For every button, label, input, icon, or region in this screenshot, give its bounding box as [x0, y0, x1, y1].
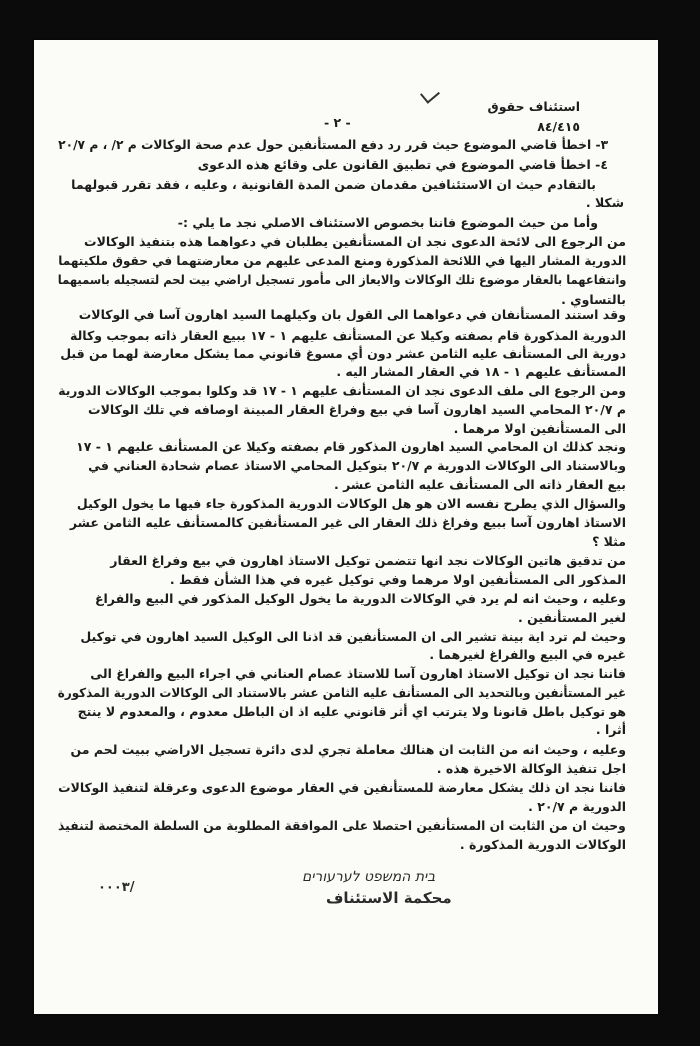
body-line-11: الدورية المذكورة قام بصفته وكيلا عن المستأنف عليهم ١ - ١٧ ببيع العقار ذاته بموجب وكالة [70, 328, 626, 343]
body-line-15: م ٢٠/٧ المحامي السيد اهارون آسا في بيع وفراغ العقار المبينة اوصافه في تلك الوكالات [88, 402, 626, 417]
body-line-22: مثلا ؟ [592, 534, 626, 549]
body-line-34: اجل تنفيذ الوكالة الاخيرة هذه . [436, 761, 626, 776]
body-line-23: من تدقيق هاتين الوكالات نجد انها تتضمن توكيل الاستاذ اهارون في بيع وفراغ العقار [110, 553, 626, 568]
stamp-arabic: محكمة الاستئناف [326, 889, 452, 907]
body-line-30: غير المستأنفين وبالتحديد الى المستأنف عليه الثامن عشر بالاستناد الى الوكالات الدورية المذكورة [57, 685, 626, 700]
body-line-19: بيع العقار ذاته الى المستأنف عليه الثامن عشر . [334, 477, 626, 492]
document-number: /٠٠٠٣ [98, 880, 135, 895]
page-number: - ٢ - [324, 115, 351, 130]
body-line-7: الدورية المشار اليها في اللائحة المذكورة ومنع المدعى عليهم من معارضتهما في حقوق ملكيتهما [57, 253, 626, 268]
body-line-18: وبالاستناد الى الوكالات الدورية م ٢٠/٧ بتوكيل المحامي الاستاذ عصام شحادة العناني في [88, 458, 626, 473]
case-number: ٨٤/٤١٥ [537, 119, 580, 134]
body-line-29: فاننا نجد ان توكيل الاستاذ اهارون آسا للاستاذ عصام العناني في اجراء البيع والفراغ الى [90, 666, 626, 681]
body-line-14: ومن الرجوع الى ملف الدعوى نجد ان المستأنف عليهم ١ - ١٧ قد وكلوا بموجب الوكالات الدورية [58, 383, 626, 398]
body-line-33: وعليه ، وحيث انه من الثابت ان هنالك معاملة تجري لدى دائرة تسجيل الاراضي ببيت لحم من [70, 742, 626, 757]
body-line-38: الوكالات الدورية المذكورة . [459, 837, 626, 852]
body-line-37: وحيث ان من الثابت ان المستأنفين احتصلا على الموافقة المطلوبة من السلطة المختصة لتنفيذ [58, 818, 626, 833]
body-line-25: وعليه ، وحيث انه لم يرد في الوكالات الدورية ما يخول الوكيل المذكور في البيع والفراغ [94, 591, 626, 606]
body-line-3: بالتقادم حيث ان الاستئنافين مقدمان ضمن المدة القانونية ، وعليه ، فقد تقرر قبولهما [71, 177, 596, 192]
body-line-2: ٤- اخطأ قاضي الموضوع في تطبيق القانون على وقائع هذه الدعوى [197, 157, 608, 172]
document-page [34, 40, 658, 1014]
body-line-9: بالتساوي . [561, 292, 626, 307]
stamp-hebrew: בית המשפט לערעורים [302, 869, 436, 885]
body-line-28: غيره في البيع والفراغ لغيرهما . [429, 647, 626, 662]
body-line-26: لغير المستأنفين . [518, 610, 626, 625]
body-line-13: المستأنف عليهم ١ - ١٨ في العقار المشار اليه . [336, 364, 626, 379]
body-line-5: وأما من حيث الموضوع فاننا بخصوص الاستئناف الاصلي نجد ما يلي :- [177, 215, 598, 230]
body-line-6: من الرجوع الى لائحة الدعوى نجد ان المستأنفين يطلبان في دعواهما هذه بتنفيذ الوكالات [84, 234, 626, 249]
body-line-35: فاننا نجد ان ذلك يشكل معارضة للمستأنفين في العقار موضوع الدعوى وعرقلة لتنفيذ الوكالات [58, 780, 626, 795]
body-line-27: وحيث لم ترد اية بينة تشير الى ان المستأنفين قد اذنا الى الوكيل السيد اهارون في توكيل [80, 629, 626, 644]
body-line-24: المذكور الى المستأنفين اولا مرهما وفي توكيل غيره في هذا الشأن فقط . [169, 572, 626, 587]
check-mark-icon [420, 84, 440, 103]
document-title: استئناف حقوق [487, 99, 580, 114]
body-line-21: الاستاذ اهارون آسا ببيع وفراغ ذلك العقار الى غير المستأنفين كالمستأنف عليه الثامن عشر [69, 515, 626, 530]
body-line-31: هو توكيل باطل قانونا ولا يترتب اي أثر قانوني عليه اذ ان الباطل معدوم ، والمعدوم لا ينتج [77, 704, 626, 719]
body-line-32: أثرا . [595, 722, 626, 737]
body-line-36: الدورية م ٢٠/٧ . [528, 799, 626, 814]
body-line-12: دورية الى المستأنف عليه الثامن عشر دون أي مسوغ قانوني مما يشكل معارضة لهما من قبل [60, 346, 626, 361]
body-line-10: وقد استند المستأنفان في دعواهما الى القول بان وكيلهما السيد اهارون آسا في الوكالات [78, 307, 626, 322]
body-line-20: والسؤال الذي يطرح نفسه الان هو هل الوكالات الدورية المذكورة جاء فيها ما يخول الوكيل [76, 496, 626, 511]
body-line-1: ٣- اخطأ قاضي الموضوع حيث قرر رد دفع المستأنفين حول عدم صحة الوكالات م ٢/ ، م ٢٠/٧ [58, 137, 608, 152]
body-line-17: ونجد كذلك ان المحامي السيد اهارون المذكور قام بصفته وكيلا عن المستأنف عليهم ١ - ١٧ [76, 439, 626, 454]
body-line-8: وانتفاعهما بالعقار موضوع تلك الوكالات والايعاز الى مأمور تسجيل اراضي بيت لحم لتسجيله باسميهما [57, 272, 626, 287]
body-line-4: شكلا . [585, 195, 624, 210]
body-line-16: الى المستأنفين اولا مرهما . [453, 421, 626, 436]
